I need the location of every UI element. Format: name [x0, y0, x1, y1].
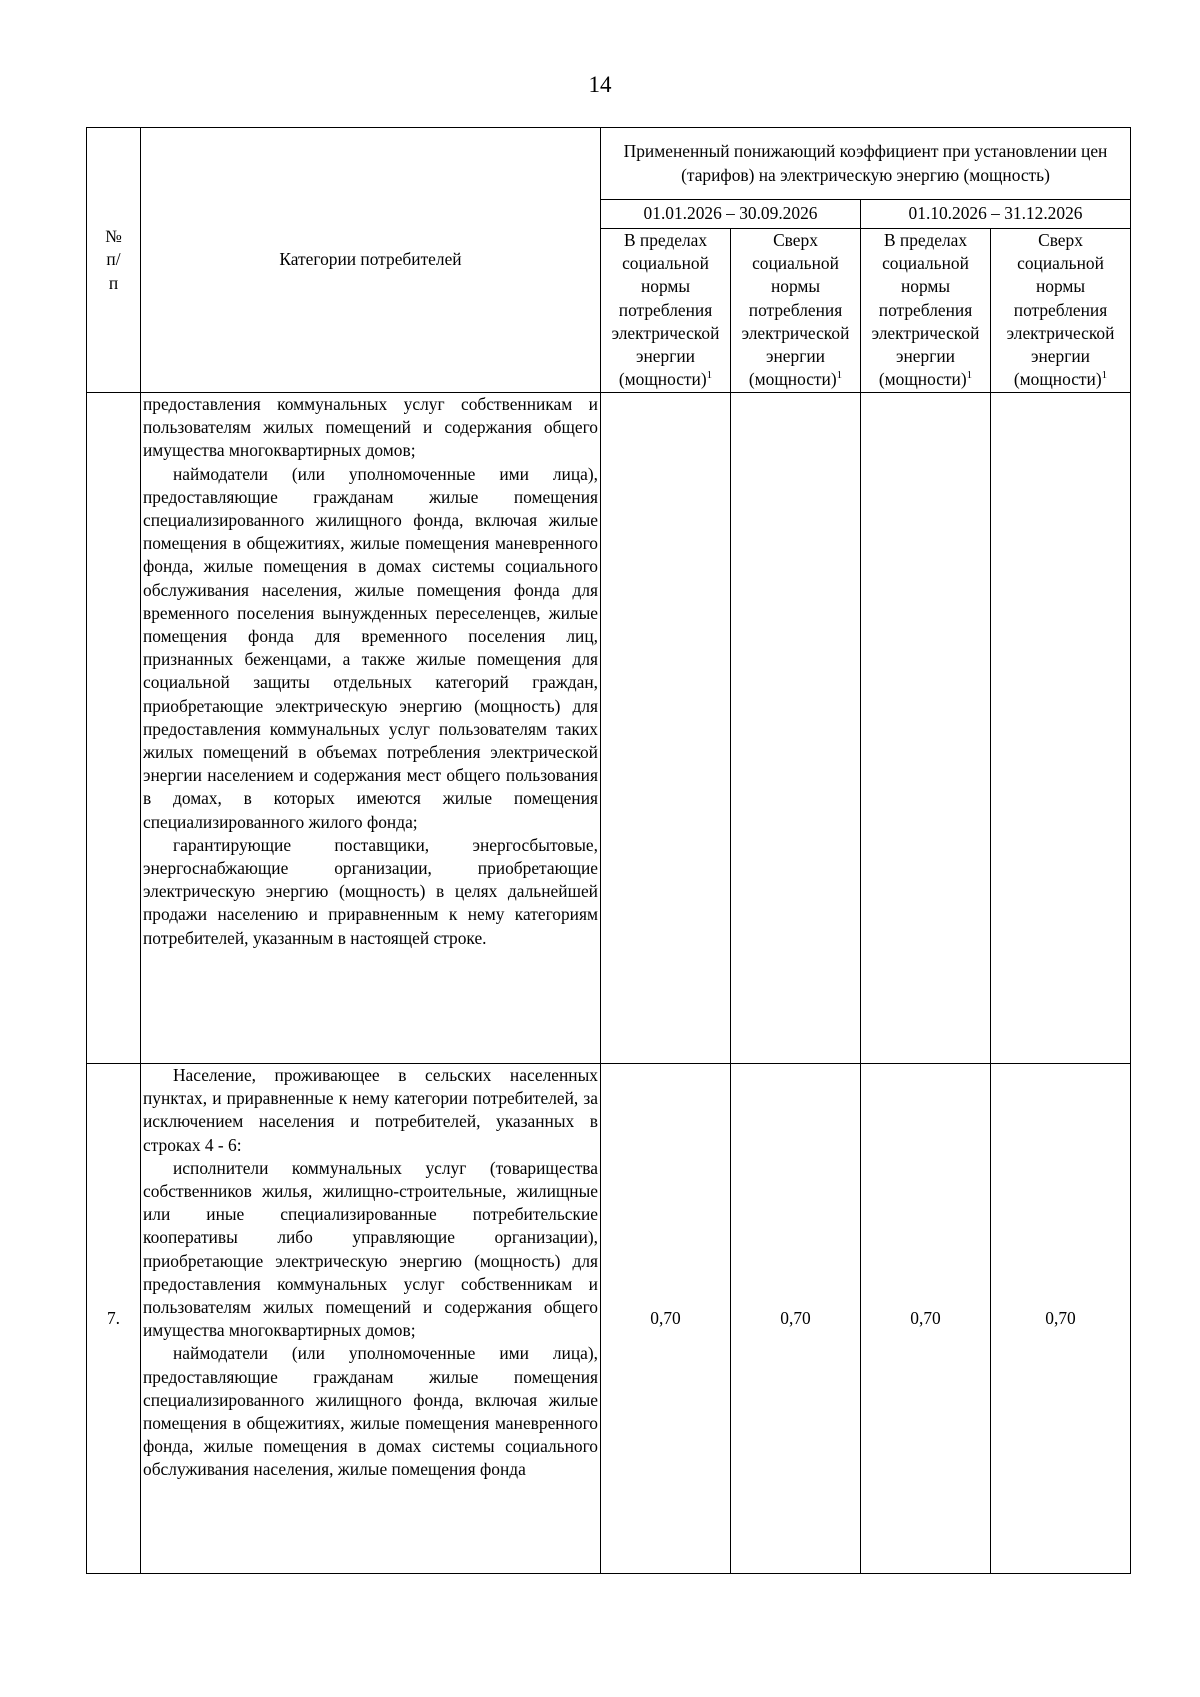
category-description: [141, 1064, 601, 1574]
header-period-1: 01.01.2026 – 30.09.2026: [601, 200, 861, 229]
value-above-norm-period-2: [991, 393, 1131, 1064]
header-within-norm-period-2: В пределах социальной нормы потребления электрической энергии (мощности)$^1$: [861, 229, 991, 393]
value-within-norm-period-1: [601, 393, 731, 1064]
table-row: [87, 393, 1131, 1064]
footnote-mark: 1: [966, 369, 973, 382]
header-row-number: № п/п: [87, 128, 141, 393]
category-paragraph: исполнители коммунальных услуг (товарищества собственников жилья, жилищно-строительные, жилищные или иные специализированные потребительские кооперативы либо управляющие организации), приобретающие электрическую энергию (мощность) для предоставления коммунальных услуг собственникам и пользователям жилых помещений и содержания общего имущества многоквартирных домов;: [143, 1157, 598, 1341]
value-above-norm-period-1: [731, 393, 861, 1064]
category-paragraph: предоставления коммунальных услуг собственникам и пользователям жилых помещений и содержания общего имущества многоквартирных домов;: [143, 394, 598, 461]
footnote-mark: 1: [1101, 369, 1108, 382]
value-within-norm-period-2: 0,70: [861, 1064, 991, 1574]
value-within-norm-period-2: [861, 393, 991, 1064]
table-header: [87, 128, 1131, 393]
header-period-2: 01.10.2026 – 31.12.2026: [861, 200, 1131, 229]
category-description: [141, 393, 601, 1064]
row-number: 7.: [87, 1064, 141, 1574]
value-above-norm-period-2: 0,70: [991, 1064, 1131, 1574]
page-number: 14: [588, 72, 612, 97]
footnote-mark: 1: [706, 369, 713, 382]
row-number: [87, 393, 141, 1064]
table-row: [87, 1064, 1131, 1574]
header-above-norm-period-1: Сверх социальной нормы потребления электрической энергии (мощности)$^1$: [731, 229, 861, 393]
footnote-mark: 1: [836, 369, 843, 382]
header-category: Категории потребителей: [141, 128, 601, 393]
header-within-norm-period-1: В пределах социальной нормы потребления электрической энергии (мощности)$^1$: [601, 229, 731, 393]
tariff-coefficient-table: [86, 127, 1131, 1574]
header-coefficient-group: Примененный понижающий коэффициент при установлении цен (тарифов) на электрическую энергию (мощность): [601, 128, 1131, 200]
value-above-norm-period-1: 0,70: [731, 1064, 861, 1574]
category-paragraph: Население, проживающее в сельских населенных пунктах, и приравненные к нему категории потребителей, за исключением населения и потребителей, указанных в строках 4 - 6:: [143, 1065, 598, 1155]
category-paragraph: гарантирующие поставщики, энергосбытовые, энергоснабжающие организации, приобретающие электрическую энергию (мощность) в целях дальнейшей продажи населению и приравненным к нему категориям потребителей, указанным в настоящей строке.: [143, 834, 598, 948]
value-within-norm-period-1: 0,70: [601, 1064, 731, 1574]
category-paragraph: наймодатели (или уполномоченные ими лица), предоставляющие гражданам жилые помещения специализированного жилищного фонда, включая жилые помещения в общежитиях, жилые помещения маневренного фонда, жилые помещения в домах системы социального обслуживания населения, жилые помещения фонда: [143, 1343, 598, 1480]
header-above-norm-period-2: Сверх социальной нормы потребления электрической энергии (мощности)$^1$: [991, 229, 1131, 393]
category-paragraph: наймодатели (или уполномоченные ими лица), предоставляющие гражданам жилые помещения специализированного жилищного фонда, включая жилые помещения в общежитиях, жилые помещения маневренного фонда, жилые помещения в домах системы социального обслуживания населения, жилые помещения фонда для временного поселения вынужденных переселенцев, жилые помещения фонда для временного поселения лиц, признанных беженцами, а также жилые помещения для социальной защиты отдельных категорий граждан, приобретающие электрическую энергию (мощность) для предоставления коммунальных услуг пользователям таких жилых помещений в объемах потребления электрической энергии населением и содержания мест общего пользования в домах, в которых имеются жилые помещения специализированного жилого фонда;: [143, 463, 598, 832]
